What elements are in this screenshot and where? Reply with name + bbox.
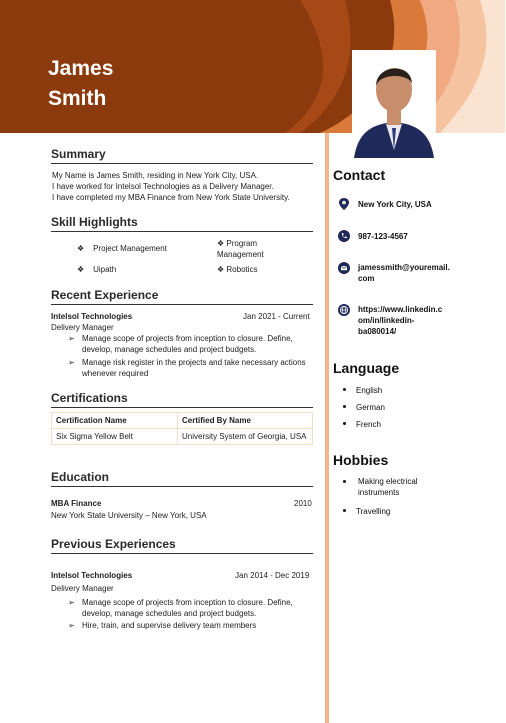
recent-bullet: Manage scope of projects from inception to closure. Define, develop, manage schedules and project budgets. <box>82 334 293 354</box>
bullet-arrow-icon: ➢ <box>68 358 75 367</box>
hobbies-heading: Hobbies <box>333 452 389 468</box>
skills-rule <box>51 231 313 232</box>
globe-icon <box>338 304 350 316</box>
linkedin-line: https://www.linkedin.c <box>358 305 443 314</box>
last-name: Smith <box>48 87 107 110</box>
contact-heading: Contact <box>333 167 386 183</box>
email-line: jamessmith@youremail. <box>358 263 450 272</box>
table-row <box>52 429 313 445</box>
email-icon <box>338 262 350 274</box>
previous-dates: Jan 2014 - Dec 2019 <box>235 571 310 580</box>
skill-item: ❖ Uipath <box>77 265 117 274</box>
contact-linkedin <box>358 304 458 337</box>
phone-icon <box>338 230 350 242</box>
education-year: 2010 <box>294 499 312 508</box>
column-divider <box>325 133 329 723</box>
previous-company: Intelsol Technologies <box>51 571 133 580</box>
contact-phone: 987-123-4567 <box>358 232 408 241</box>
summary-rule <box>51 163 313 164</box>
recent-experience-rule <box>51 304 313 305</box>
recent-experience-heading: Recent Experience <box>51 288 159 302</box>
certifications-rule <box>51 407 313 408</box>
education-rule <box>51 486 313 487</box>
email-line: com <box>358 274 375 283</box>
candidate-name <box>48 54 113 114</box>
previous-bullet: Manage scope of projects from inception to closure. Define, develop, manage schedules and project budgets. <box>82 598 293 618</box>
skill-item: ❖ Robotics <box>217 265 258 274</box>
table-cell: University System of Georgia, USA <box>178 429 313 445</box>
summary-text <box>52 170 290 203</box>
contact-email <box>358 262 458 284</box>
hobby-label: Making electrical instruments <box>358 477 418 497</box>
recent-role: Delivery Manager <box>51 323 114 332</box>
education-degree: MBA Finance <box>51 499 102 508</box>
location-pin-icon <box>338 198 350 210</box>
skill-item: ❖ Project Management <box>77 244 167 253</box>
bullet-arrow-icon: ➢ <box>68 598 75 607</box>
previous-experiences-heading: Previous Experiences <box>51 537 176 551</box>
table-header-row <box>52 413 313 429</box>
language-item: German <box>343 402 385 413</box>
summary-line: My Name is James Smith, residing in New York City, USA. <box>52 171 259 180</box>
linkedin-line: om/in/linkedin- <box>358 316 415 325</box>
bullet-arrow-icon: ➢ <box>68 621 75 630</box>
hobby-item: Travelling <box>343 506 390 517</box>
table-cell: Six Sigma Yellow Belt <box>52 429 178 445</box>
summary-heading: Summary <box>51 147 106 161</box>
hobby-item <box>343 477 356 488</box>
first-name: James <box>48 57 114 80</box>
recent-bullet: Manage risk register in the projects and take necessary actions whenever required <box>82 358 306 378</box>
language-heading: Language <box>333 360 400 376</box>
skill-item: ❖ Program Management <box>217 239 264 259</box>
previous-role: Delivery Manager <box>51 584 114 593</box>
previous-experiences-rule <box>51 553 313 554</box>
contact-location: New York City, USA <box>358 200 432 209</box>
language-item: English <box>343 385 382 396</box>
summary-line: I have worked for Intelsol Technologies as a Delivery Manager. <box>52 182 274 191</box>
certifications-table <box>51 412 313 445</box>
previous-bullet: Hire, train, and supervise delivery team members <box>82 621 257 630</box>
bullet-arrow-icon: ➢ <box>68 334 75 343</box>
certifications-heading: Certifications <box>51 391 128 405</box>
table-header-cell: Certified By Name <box>178 413 313 429</box>
education-school: New York State University – New York, USA <box>51 511 207 520</box>
linkedin-line: ba080014/ <box>358 327 397 336</box>
skills-heading: Skill Highlights <box>51 215 138 229</box>
profile-photo <box>352 50 436 158</box>
language-item: French <box>343 419 381 430</box>
recent-company: Intelsol Technologies <box>51 312 133 321</box>
education-heading: Education <box>51 470 110 484</box>
recent-dates: Jan 2021 - Current <box>243 312 310 321</box>
summary-line: I have completed my MBA Finance from New York State University. <box>52 193 290 202</box>
table-header-cell: Certification Name <box>52 413 178 429</box>
